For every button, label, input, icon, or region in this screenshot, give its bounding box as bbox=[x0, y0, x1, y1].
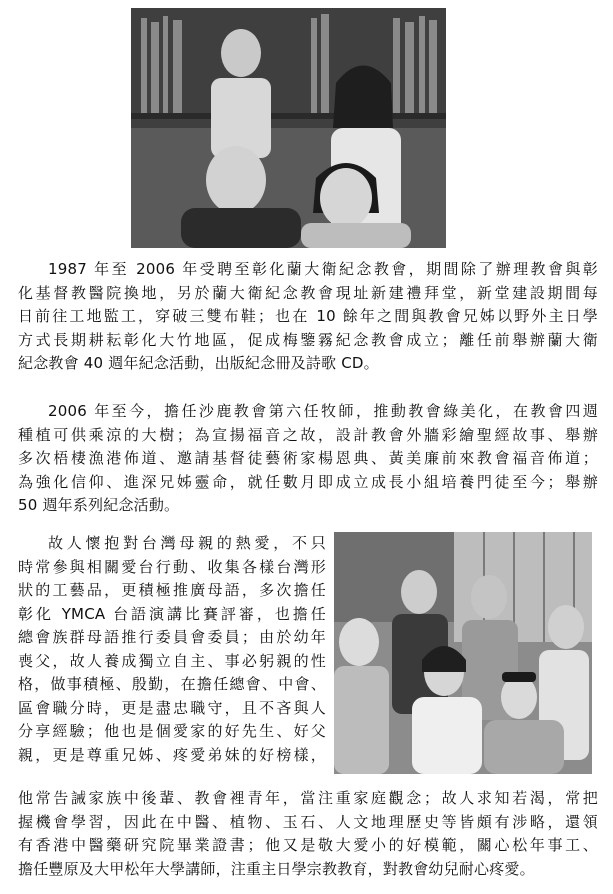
paragraph-line: 故人懷抱對台灣母親的熱愛，不只 bbox=[48, 534, 326, 552]
paragraph-line: 彰化 YMCA 台語演講比賽評審，也擔任 bbox=[18, 604, 326, 623]
paragraph-line: 為強化信仰、進深兄姊靈命，就任數月即成立成長小組培養門徒至今；舉辦 bbox=[18, 472, 598, 491]
paragraph-character bbox=[18, 532, 326, 767]
paragraph-line: 種植可供乘涼的大樹；為宣揚福音之故，設計教會外牆彩繪聖經故事、舉辦 bbox=[18, 425, 598, 444]
paragraph-line: 格，做事積極、殷勤，在擔任總會、中會、 bbox=[18, 675, 326, 693]
paragraph-line: 時常參與相關愛台行動、收集各樣台灣形 bbox=[18, 557, 326, 576]
paragraph-line: 擔任豐原及大甲松年大學講師，注重主日學宗教教育，對教會幼兒耐心疼愛。 bbox=[18, 859, 535, 878]
paragraph-line: 親，更是尊重兄姊、疼愛弟妹的好榜樣， bbox=[18, 745, 326, 764]
group-photo-image bbox=[334, 532, 592, 774]
paragraph-line: 多次梧棲漁港佈道、邀請基督徒藝術家楊恩典、黃美廉前來教會福音佈道； bbox=[18, 449, 598, 467]
paragraph-line: 2006 年至今，擔任沙鹿教會第六任牧師，推動教會綠美化，在教會四週 bbox=[48, 402, 598, 420]
paragraph-line: 50 週年系列紀念活動。 bbox=[18, 496, 180, 514]
paragraph-line: 區會職分時，更是盡忠職守，且不吝與人 bbox=[18, 698, 326, 717]
paragraph-line: 紀念教會 40 週年紀念活動，出版紀念冊及詩歌 CD。 bbox=[18, 354, 379, 372]
paragraph-line: 喪父，故人養成獨立自主、事必躬親的性 bbox=[18, 651, 326, 670]
paragraph-line: 1987 年至 2006 年受聘至彰化蘭大衛紀念教會，期間除了辦理教會與彰 bbox=[48, 260, 598, 278]
paragraph-line: 化基督教醫院換地，另於蘭大衛紀念教會現址新建禮拜堂，新堂建設期間每 bbox=[18, 283, 598, 302]
paragraph-line: 握機會學習，因此在中醫、植物、玉石、人文地理歷史等皆頗有涉略，還領 bbox=[18, 812, 598, 831]
paragraph-line: 狀的工藝品，更積極推廣母語，多次擔任 bbox=[18, 581, 326, 599]
paragraph-line: 他常告誡家族中後輩、教會裡青年，當注重家庭觀念；故人求知若渴，常把 bbox=[18, 789, 598, 807]
paragraph-ministry-changhua bbox=[18, 258, 598, 376]
family-photo bbox=[131, 8, 446, 248]
paragraph-line: 日前往工地監工，穿破三雙布鞋；也在 10 餘年之間與教會兄姊以野外主日學 bbox=[18, 307, 598, 325]
paragraph-ministry-shalu bbox=[18, 400, 598, 518]
group-photo bbox=[334, 532, 592, 774]
family-photo-image bbox=[131, 8, 446, 248]
paragraph-line: 分享經驗；他也是個愛家的好先生、好父 bbox=[18, 722, 326, 740]
paragraph-line: 總會族群母語推行委員會委員；由於幼年 bbox=[18, 628, 326, 646]
paragraph-character-continued bbox=[18, 787, 598, 881]
paragraph-line: 有香港中醫藥研究院畢業證書；他又是敬大愛小的好模範，關心松年事工、 bbox=[18, 836, 598, 854]
paragraph-line: 方式長期耕耘彰化大竹地區，促成梅鑒霧紀念教會成立；離任前舉辦蘭大衛 bbox=[18, 330, 598, 349]
